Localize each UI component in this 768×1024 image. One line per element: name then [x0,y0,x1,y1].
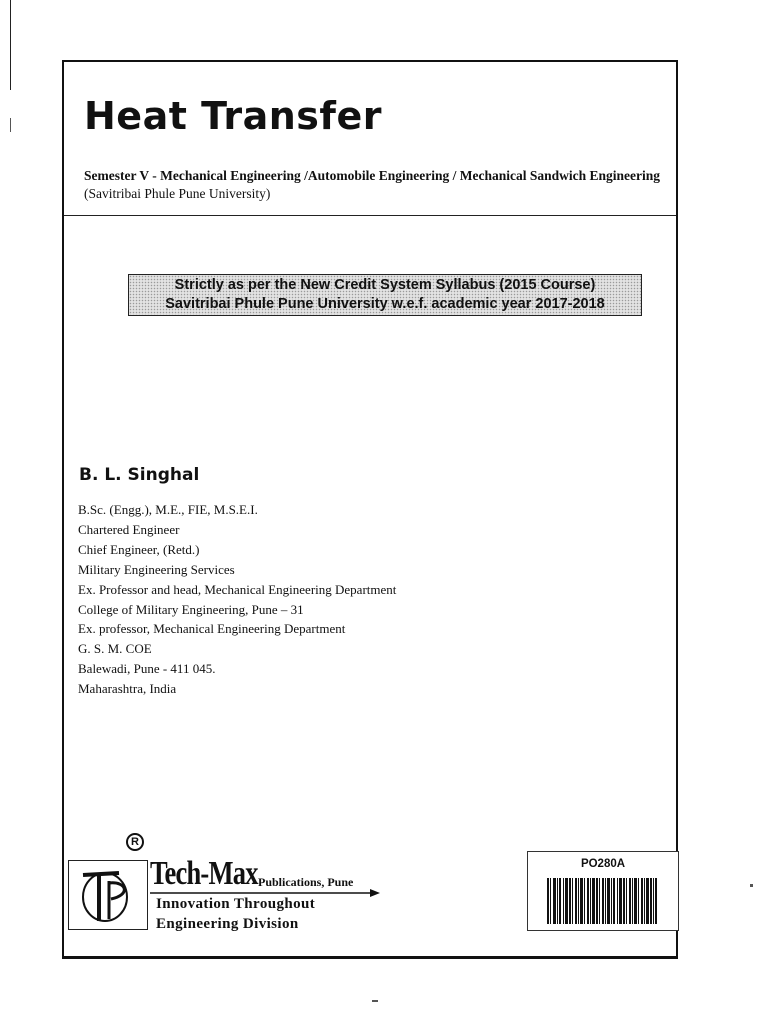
credential-line: Ex. professor, Mechanical Engineering Department [78,621,346,637]
techmax-logo-icon [68,860,148,930]
header-divider [64,215,676,216]
credential-line: G. S. M. COE [78,641,152,657]
author-name: B. L. Singhal [79,465,200,485]
book-title: Heat Transfer [84,94,382,138]
left-edge-rule [10,0,11,90]
barcode-box [527,851,679,931]
tagline-line-2: Engineering Division [156,916,299,932]
scan-speck [750,884,753,887]
author-credentials [78,500,396,699]
publisher-tagline [156,894,315,934]
credential-line: Ex. Professor and head, Mechanical Engineering Department [78,581,397,597]
scan-speck [372,1000,378,1002]
credential-line: Military Engineering Services [78,561,235,577]
tagline-line-1: Innovation Throughout [156,896,316,912]
syllabus-notice [128,274,642,316]
barcode-code: PO280A [580,858,626,870]
scan-speck [10,118,11,132]
registered-mark-icon: R [126,833,144,851]
syllabus-line-2: Savitribai Phule Pune University w.e.f. academic year 2017-2018 [165,296,605,312]
credential-line: B.Sc. (Engg.), M.E., FIE, M.S.E.I. [78,502,258,517]
publisher-brand [150,855,354,893]
university-line: (Savitribai Phule Pune University) [84,186,271,201]
credential-line: Chartered Engineer [78,521,180,537]
cover-frame [62,60,678,959]
barcode-icon [547,878,659,924]
credential-line: Balewadi, Pune - 411 045. [78,661,216,677]
brand-name: Tech-Max [150,855,258,892]
brand-suffix: Publications, Pune [258,875,354,889]
semester-line: Semester V - Mechanical Engineering /Automobile Engineering / Mechanical Sandwich Engineering [84,168,660,183]
credential-line: Maharashtra, India [78,681,177,697]
syllabus-line-1: Strictly as per the New Credit System Syllabus (2015 Course) [174,277,596,293]
credential-line: Chief Engineer, (Retd.) [78,541,200,557]
credential-line: College of Military Engineering, Pune – 31 [78,601,304,617]
